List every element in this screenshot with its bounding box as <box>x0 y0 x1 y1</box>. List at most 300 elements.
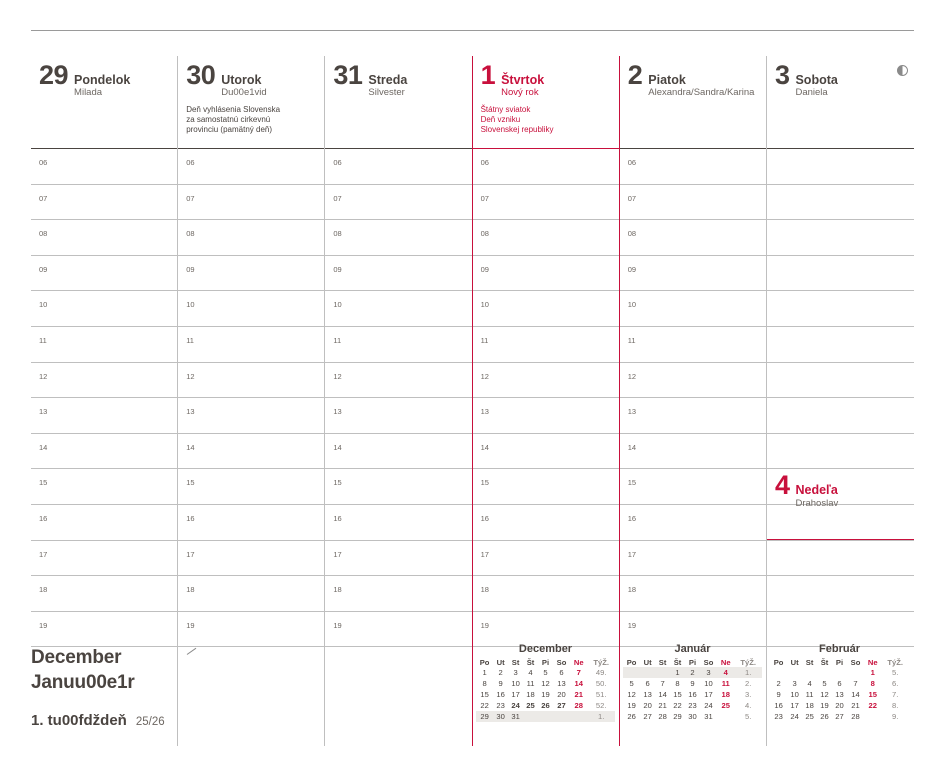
hour-row-15[interactable] <box>620 469 766 505</box>
hour-label: 19 <box>39 620 48 630</box>
mini-day-cell: 11 <box>526 678 535 688</box>
mini-day-cell <box>553 711 570 722</box>
hour-label: 18 <box>186 585 195 595</box>
day-title-row <box>333 62 463 99</box>
mini-week-row <box>476 711 615 722</box>
page-corner-mark-icon <box>187 646 197 656</box>
mini-day-cell: 19 <box>541 689 550 699</box>
hour-row-15[interactable] <box>473 469 619 505</box>
hour-row-09[interactable] <box>767 256 914 292</box>
hour-row-13[interactable] <box>325 398 471 434</box>
hour-rows <box>620 149 766 647</box>
mini-header-cell: TýŽ. <box>887 657 903 667</box>
hour-label: 07 <box>627 193 637 203</box>
day-meta <box>368 74 407 99</box>
mini-day-cell: 24 <box>790 712 799 722</box>
hour-row-07[interactable] <box>178 185 324 221</box>
mini-day-cell: 49. <box>595 667 607 677</box>
mini-day-cell: 23 <box>496 701 505 711</box>
hour-label: 10 <box>333 300 342 310</box>
mini-day-cell: 15 <box>673 689 682 699</box>
hour-label: 09 <box>186 264 195 274</box>
day-meta <box>648 74 754 99</box>
mini-week-row <box>623 700 762 711</box>
day-note-line: Deň vzniku <box>480 114 521 124</box>
hour-row-06[interactable] <box>178 149 324 185</box>
mini-week-row <box>623 667 762 678</box>
hour-label: 16 <box>333 513 342 523</box>
mini-day-cell <box>538 711 553 722</box>
day-title-row <box>628 62 758 99</box>
hour-row-18[interactable] <box>325 576 471 612</box>
mini-day-cell: 26 <box>541 701 550 711</box>
hour-row-12[interactable] <box>31 363 177 399</box>
mini-week-row <box>770 700 909 711</box>
hour-label: 18 <box>627 585 637 595</box>
day-header <box>178 56 324 149</box>
mini-day-cell: 11 <box>805 689 814 699</box>
mini-day-cell: 20 <box>835 701 844 711</box>
hour-row-19[interactable] <box>325 612 471 648</box>
hour-row-07[interactable] <box>767 185 914 221</box>
hour-label: 15 <box>627 478 637 488</box>
mini-day-cell: 30 <box>688 712 697 722</box>
day-meta <box>221 74 266 99</box>
mini-day-cell: 15 <box>480 689 489 699</box>
mini-day-cell: 4 <box>807 678 812 688</box>
hour-row-10[interactable] <box>325 291 471 327</box>
mini-day-cell: 29 <box>476 711 493 722</box>
hour-row-09[interactable] <box>473 256 619 292</box>
mini-header-cell: Pi <box>835 657 844 667</box>
hour-row-12[interactable] <box>473 363 619 399</box>
hour-row-09[interactable] <box>620 256 766 292</box>
mini-calendars <box>472 643 914 722</box>
hour-label: 13 <box>186 407 195 417</box>
day-column-31 <box>325 56 472 746</box>
hour-row-11[interactable] <box>325 327 471 363</box>
hour-row-13[interactable] <box>473 398 619 434</box>
mini-day-cell: 27 <box>557 701 566 711</box>
day-number: 3 <box>774 60 790 90</box>
mini-day-cell: 9 <box>776 689 781 699</box>
hour-row-17[interactable] <box>473 541 619 577</box>
mini-day-cell: 9. <box>891 712 899 722</box>
mini-day-cell: 23 <box>688 701 697 711</box>
mini-day-cell: 8 <box>482 678 487 688</box>
mini-calendar-title: Január <box>674 643 711 655</box>
hour-row-16[interactable] <box>178 505 324 541</box>
hour-label: 12 <box>627 371 637 381</box>
day-header <box>620 56 766 149</box>
day-name: Streda <box>368 73 408 87</box>
hour-row-10[interactable] <box>620 291 766 327</box>
mini-day-cell: 17 <box>704 689 713 699</box>
mini-header-cell: Št <box>526 657 535 667</box>
mini-day-cell: 18 <box>805 701 814 711</box>
top-divider <box>31 30 914 31</box>
sunday-nameday: Drahoslav <box>795 497 839 509</box>
hour-row-17[interactable] <box>325 541 471 577</box>
hour-label: 10 <box>39 300 48 310</box>
hour-row-19[interactable] <box>767 612 914 648</box>
hour-row-08[interactable] <box>767 220 914 256</box>
mini-day-cell <box>832 667 847 678</box>
mini-day-cell: 19 <box>820 701 829 711</box>
hour-label: 15 <box>480 478 489 488</box>
hour-label: 19 <box>333 620 342 630</box>
hour-label: 15 <box>39 478 48 488</box>
mini-calendar-title: Február <box>819 643 860 655</box>
mini-header-cell: So <box>850 657 861 667</box>
day-nameday: Alexandra/Sandra/Karina <box>648 87 755 99</box>
mini-day-cell <box>847 667 864 678</box>
hour-row-08[interactable] <box>325 220 471 256</box>
day-note-line: Slovenskej republiky <box>480 124 554 134</box>
mini-day-cell: 28 <box>851 712 860 722</box>
hour-row-18[interactable] <box>767 576 914 612</box>
hour-label: 16 <box>39 513 48 523</box>
mini-header-cell: TýŽ. <box>593 657 609 667</box>
hour-row-11[interactable] <box>767 327 914 363</box>
hour-row-11[interactable] <box>178 327 324 363</box>
hour-row-16[interactable] <box>767 505 914 541</box>
hour-row-09[interactable] <box>325 256 471 292</box>
hour-row-06[interactable] <box>767 149 914 185</box>
day-nameday: Daniela <box>795 87 828 99</box>
mini-day-cell: 14 <box>658 689 667 699</box>
mini-day-cell: 52. <box>595 701 607 711</box>
hour-row-13[interactable] <box>620 398 766 434</box>
mini-day-cell: 9 <box>690 678 695 688</box>
mini-day-cell: 8. <box>891 701 899 711</box>
day-number: 31 <box>333 60 363 90</box>
day-note-line: za samostatnú cirkevnú <box>186 114 271 124</box>
hour-row-06[interactable] <box>620 149 766 185</box>
mini-week-row <box>623 689 762 700</box>
mini-day-cell: 15 <box>868 689 877 699</box>
day-name: Pondelok <box>74 73 131 87</box>
mini-day-cell: 2 <box>776 678 781 688</box>
mini-day-cell: 5 <box>543 667 548 677</box>
mini-day-cell: 50. <box>595 678 607 688</box>
mini-day-cell <box>817 667 832 678</box>
hour-label: 08 <box>480 229 489 239</box>
hour-row-07[interactable] <box>620 185 766 221</box>
hour-row-08[interactable] <box>473 220 619 256</box>
mini-calendar-2 <box>766 643 913 722</box>
hour-row-14[interactable] <box>31 434 177 470</box>
sunday-title-row <box>775 472 906 509</box>
month-label-line2: Januu00e1r <box>31 672 135 694</box>
sunday-number: 4 <box>774 470 790 501</box>
mini-calendar-table <box>476 657 615 722</box>
day-number: 30 <box>186 60 216 90</box>
hour-row-08[interactable] <box>620 220 766 256</box>
mini-header-cell: St <box>511 657 520 667</box>
hour-label: 12 <box>480 371 489 381</box>
mini-day-cell: 6 <box>837 678 842 688</box>
hour-row-12[interactable] <box>620 363 766 399</box>
mini-day-cell: 13 <box>835 689 844 699</box>
mini-day-cell: 18 <box>721 689 730 699</box>
hour-label: 15 <box>186 478 195 488</box>
day-notes <box>481 105 611 134</box>
mini-day-cell <box>864 711 881 722</box>
hour-row-18[interactable] <box>473 576 619 612</box>
hour-label: 16 <box>627 513 637 523</box>
day-nameday: Milada <box>74 87 103 99</box>
hour-row-11[interactable] <box>31 327 177 363</box>
hour-row-07[interactable] <box>325 185 471 221</box>
day-name: Sobota <box>795 73 838 87</box>
hour-row-08[interactable] <box>178 220 324 256</box>
day-title-row <box>186 62 316 99</box>
mini-header-cell: St <box>658 657 667 667</box>
mini-day-cell: 2 <box>685 667 700 678</box>
hour-row-13[interactable] <box>31 398 177 434</box>
hour-label: 07 <box>480 193 489 203</box>
mini-header-cell: Št <box>673 657 682 667</box>
hour-row-14[interactable] <box>767 434 914 470</box>
hour-row-15[interactable] <box>31 469 177 505</box>
hour-label: 13 <box>39 407 48 417</box>
hour-label: 14 <box>333 442 342 452</box>
hour-row-07[interactable] <box>31 185 177 221</box>
mini-week-row <box>476 667 615 678</box>
hour-row-17[interactable] <box>178 541 324 577</box>
mini-day-cell: 8 <box>870 678 875 688</box>
mini-week-row <box>476 678 615 689</box>
mini-day-cell: 21 <box>658 701 667 711</box>
hour-row-15[interactable] <box>325 469 471 505</box>
day-column-30 <box>178 56 325 746</box>
day-header <box>473 56 619 149</box>
hour-label: 16 <box>186 513 195 523</box>
hour-label: 14 <box>627 442 637 452</box>
mini-day-cell: 4 <box>717 667 734 678</box>
hour-label: 06 <box>39 158 48 167</box>
day-name: Utorok <box>221 73 262 87</box>
hour-label: 07 <box>333 193 342 203</box>
hour-label: 06 <box>627 158 637 167</box>
hour-row-16[interactable] <box>473 505 619 541</box>
mini-day-cell: 7 <box>660 678 665 688</box>
hour-label: 06 <box>480 158 489 167</box>
mini-day-cell: 12 <box>820 689 829 699</box>
mini-day-cell: 5 <box>629 678 634 688</box>
hour-row-14[interactable] <box>325 434 471 470</box>
sunday-meta <box>795 484 838 509</box>
mini-day-cell <box>623 667 640 678</box>
hour-label: 07 <box>186 193 195 203</box>
hour-row-18[interactable] <box>620 576 766 612</box>
hour-row-12[interactable] <box>767 363 914 399</box>
day-meta <box>74 74 130 99</box>
mini-day-cell: 25 <box>526 701 535 711</box>
mini-calendar-table <box>770 657 909 722</box>
day-nameday: Silvester <box>368 87 405 99</box>
sunday-header <box>767 466 914 509</box>
mini-week-row <box>476 700 615 711</box>
hour-label: 06 <box>186 158 195 167</box>
mini-day-cell: 11 <box>721 678 730 688</box>
hour-row-11[interactable] <box>473 327 619 363</box>
hour-rows <box>325 149 471 647</box>
hour-row-07[interactable] <box>473 185 619 221</box>
day-title-row <box>39 62 169 99</box>
hour-label: 11 <box>480 335 489 345</box>
mini-day-cell: 3 <box>792 678 797 688</box>
mini-day-cell: 25 <box>805 712 814 722</box>
mini-calendar-0 <box>472 643 619 722</box>
hour-label: 14 <box>186 442 195 452</box>
hour-row-13[interactable] <box>178 398 324 434</box>
day-title-row <box>775 62 906 99</box>
hour-rows <box>473 149 619 647</box>
mini-week-row <box>770 711 909 722</box>
hour-row-17[interactable] <box>620 541 766 577</box>
week-label-row <box>31 712 178 729</box>
hour-row-10[interactable] <box>178 291 324 327</box>
mini-day-cell: 1. <box>734 667 762 678</box>
mini-day-cell: 13 <box>643 689 652 699</box>
hour-label: 17 <box>480 549 489 559</box>
mini-day-cell: 10 <box>511 678 520 688</box>
mini-day-cell: 27 <box>835 712 844 722</box>
hour-label: 18 <box>480 585 489 595</box>
mini-header-cell: Pi <box>541 657 550 667</box>
hour-row-19[interactable] <box>178 612 324 648</box>
hour-label: 18 <box>39 585 48 595</box>
mini-day-cell: 2. <box>744 678 752 688</box>
mini-header-cell: Ut <box>790 657 799 667</box>
hour-row-06[interactable] <box>325 149 471 185</box>
mini-day-cell: 3 <box>513 667 518 677</box>
hour-row-18[interactable] <box>178 576 324 612</box>
hour-label: 09 <box>480 264 489 274</box>
day-number: 1 <box>480 60 496 90</box>
mini-day-cell: 3 <box>700 667 717 678</box>
mini-day-cell: 27 <box>643 712 652 722</box>
mini-calendar-1 <box>619 643 766 722</box>
mini-day-cell <box>787 667 802 678</box>
mini-day-cell: 20 <box>557 689 566 699</box>
mini-day-cell: 21 <box>851 701 860 711</box>
mini-day-cell: 2 <box>498 667 503 677</box>
mini-day-cell: 4 <box>528 667 533 677</box>
hour-label: 13 <box>627 407 637 417</box>
mini-day-cell: 6 <box>559 667 564 677</box>
mini-day-cell: 24 <box>704 701 713 711</box>
hour-row-12[interactable] <box>325 363 471 399</box>
hour-row-10[interactable] <box>767 291 914 327</box>
mini-header-cell: St <box>805 657 814 667</box>
mini-week-row <box>770 678 909 689</box>
hour-row-11[interactable] <box>620 327 766 363</box>
mini-day-cell: 7 <box>576 667 581 677</box>
week-numbers: 25/26 <box>135 716 165 729</box>
day-notes <box>186 105 316 134</box>
hour-label: 11 <box>333 335 342 345</box>
hour-row-15[interactable] <box>178 469 324 505</box>
hour-label: 10 <box>480 300 489 310</box>
hour-label: 08 <box>627 229 637 239</box>
hour-row-16[interactable] <box>325 505 471 541</box>
week-label: 1. tu00fdždeň <box>31 712 127 730</box>
hour-label: 09 <box>627 264 637 274</box>
mini-header-cell: Št <box>820 657 829 667</box>
mini-day-cell: 25 <box>721 701 730 711</box>
hour-row-10[interactable] <box>473 291 619 327</box>
hour-label: 07 <box>39 193 48 203</box>
mini-header-cell: Ne <box>720 657 731 667</box>
mini-day-cell: 1 <box>482 667 487 677</box>
hour-row-14[interactable] <box>473 434 619 470</box>
hour-label: 08 <box>39 229 48 239</box>
hour-row-06[interactable] <box>473 149 619 185</box>
hour-row-17[interactable] <box>31 541 177 577</box>
mini-day-cell: 28 <box>658 712 667 722</box>
hour-row-10[interactable] <box>31 291 177 327</box>
mini-day-cell: 10 <box>790 689 799 699</box>
hour-label: 11 <box>627 335 636 345</box>
hour-label: 16 <box>480 513 489 523</box>
hour-row-18[interactable] <box>31 576 177 612</box>
mini-day-cell: 31 <box>704 712 713 722</box>
hour-label: 17 <box>39 549 48 559</box>
hour-row-16[interactable] <box>620 505 766 541</box>
hour-row-19[interactable] <box>473 612 619 648</box>
hour-row-09[interactable] <box>31 256 177 292</box>
mini-week-row <box>770 667 909 678</box>
hour-rows <box>178 149 324 647</box>
hour-row-16[interactable] <box>31 505 177 541</box>
hour-row-14[interactable] <box>178 434 324 470</box>
hour-row-06[interactable] <box>31 149 177 185</box>
hour-label: 10 <box>186 300 195 310</box>
mini-header-cell: TýŽ. <box>740 657 756 667</box>
month-label-line1: December <box>31 647 122 668</box>
hour-label: 17 <box>333 549 342 559</box>
sunday-name: Nedeľa <box>795 483 838 498</box>
mini-day-cell: 5 <box>822 678 827 688</box>
hour-row-13[interactable] <box>767 398 914 434</box>
hour-label: 19 <box>627 620 637 630</box>
mini-day-cell: 7. <box>891 689 899 699</box>
day-note-line: provinciu (pamätný deň) <box>186 124 273 134</box>
hour-row-08[interactable] <box>31 220 177 256</box>
mini-day-cell: 14 <box>851 689 860 699</box>
mini-day-cell <box>523 711 538 722</box>
hour-row-19[interactable] <box>620 612 766 648</box>
mini-header-cell: Po <box>626 657 637 667</box>
mini-day-cell: 9 <box>498 678 503 688</box>
hour-row-12[interactable] <box>178 363 324 399</box>
hour-label: 12 <box>333 371 342 381</box>
mini-day-cell: 18 <box>526 689 535 699</box>
mini-day-cell: 28 <box>574 701 583 711</box>
mini-day-cell: 26 <box>820 712 829 722</box>
mini-day-cell: 17 <box>511 689 520 699</box>
hour-row-09[interactable] <box>178 256 324 292</box>
hour-label: 19 <box>186 620 195 630</box>
hour-row-14[interactable] <box>620 434 766 470</box>
hour-label: 12 <box>39 371 48 381</box>
mini-day-cell: 16 <box>688 689 697 699</box>
hour-row-17[interactable] <box>767 541 914 577</box>
hour-label: 14 <box>39 442 48 452</box>
